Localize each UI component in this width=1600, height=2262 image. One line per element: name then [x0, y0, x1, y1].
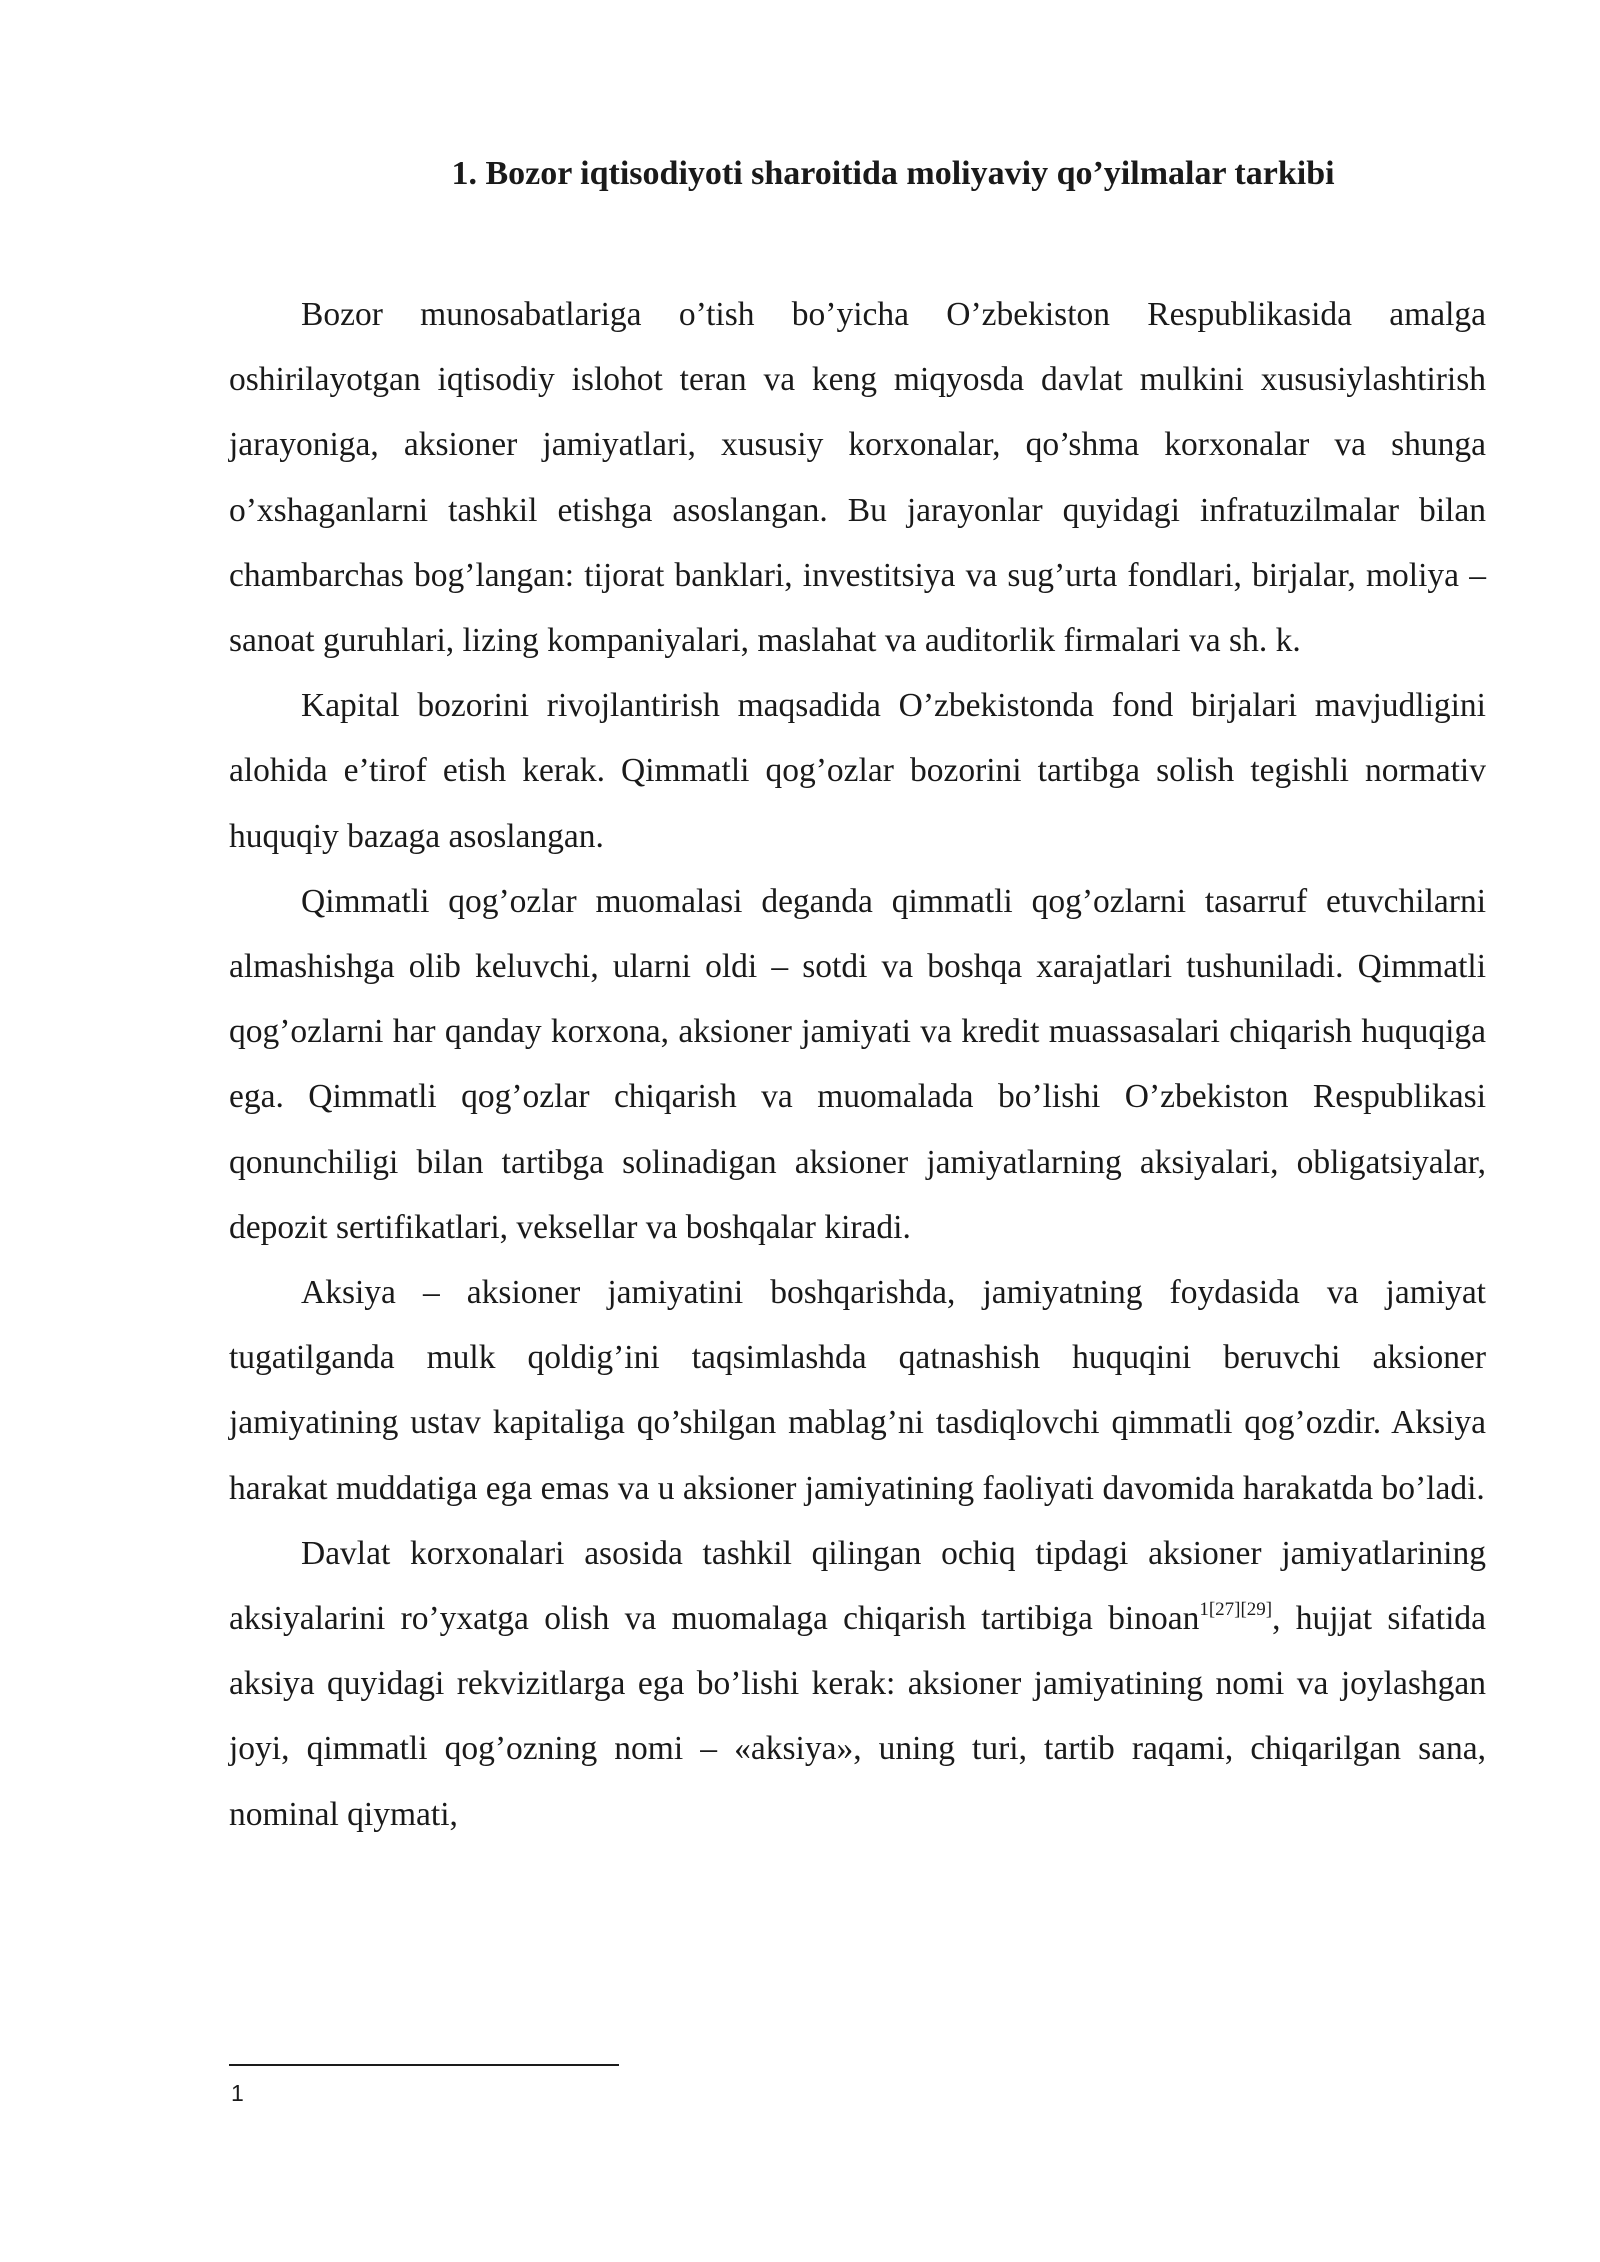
paragraph-share-definition: Aksiya – aksioner jamiyatini boshqarishda, jamiyatning foydasida va jamiyat tugatilganda mulk qoldig’ini taqsimlashda qatnashish huquqini beruvchi aksioner jamiyatining ustav kapitaliga qo’shilgan mablag’ni tasdiqlovchi qimmatli qog’ozdir. Aksiya harakat muddatiga ega emas va u aksioner jamiyatining faoliyati davomida harakatda bo’ladi.	[229, 1274, 1486, 1507]
section-heading: 1. Bozor iqtisodiyoti sharoitida moliyaviy qo’yilmalar tarkibi	[451, 155, 1335, 192]
footnote-separator	[229, 2064, 619, 2066]
paragraph-securities-circulation: Qimmatli qog’ozlar muomalasi deganda qimmatli qog’ozlarni tasarruf etuvchilarni almashishga olib keluvchi, ularni oldi – sotdi va boshqa xarajatlari tushuniladi. Qimmatli qog’ozlarni har qanday korxona, aksioner jamiyati va kredit muassasalari chiqarish huquqiga ega. Qimmatli qog’ozlar chiqarish va muomalada bo’lishi O’zbekiston Respublikasi qonunchiligi bilan tartibga solinadigan aksioner jamiyatlarning aksiyalari, obligatsiyalar, depozit sertifikatlari, veksellar va boshqalar kiradi.	[229, 882, 1486, 1246]
paragraph-capital-market: Kapital bozorini rivojlantirish maqsadida O’zbekistonda fond birjalari mavjudligini alohida e’tirof etish kerak. Qimmatli qog’ozlar bozorini tartibga solish tegishli normativ huquqiy bazaga asoslangan.	[229, 687, 1486, 855]
paragraph-market-relations: Bozor munosabatlariga o’tish bo’yicha O’zbekiston Respublikasida amalga oshirilayotgan iqtisodiy islohot teran va keng miqyosda davlat mulkini xususiylashtirish jarayoniga, aksioner jamiyatlari, xususiy korxonalar, qo’shma korxonalar va shunga o’xshaganlarni tashkil etishga asoslangan. Bu jarayonlar quyidagi infratuzilmalar bilan chambarchas bog’langan: tijorat banklari, investitsiya va sug’urta fondlari, birjalar, moliya – sanoat guruhlari, lizing kompaniyalari, maslahat va auditorlik firmalari va sh. k.	[229, 296, 1486, 660]
footnote-reference[interactable]: 1[27][29]	[1199, 1599, 1273, 1621]
paragraph-text-after-reference: , hujjat sifatida aksiya quyidagi rekvizitlarga ega bo’lishi kerak: aksioner jamiyatining nomi va joylashgan joyi, qimmatli qog’ozning nomi – «aksiya», uning turi, tartib raqami, chiqarilgan sana, nominal qiymati,	[229, 1600, 1486, 1833]
paragraph-text-before-reference: Davlat korxonalari asosida tashkil qilingan ochiq tipdagi aksioner jamiyatlarining aksiyalarini ro’yxatga olish va muomalaga chiqarish tartibiga binoan	[229, 1534, 1486, 1638]
paragraph-share-requisites	[229, 1521, 1486, 1847]
footnote-number: 1	[231, 2080, 244, 2106]
body-text	[229, 282, 1486, 1847]
